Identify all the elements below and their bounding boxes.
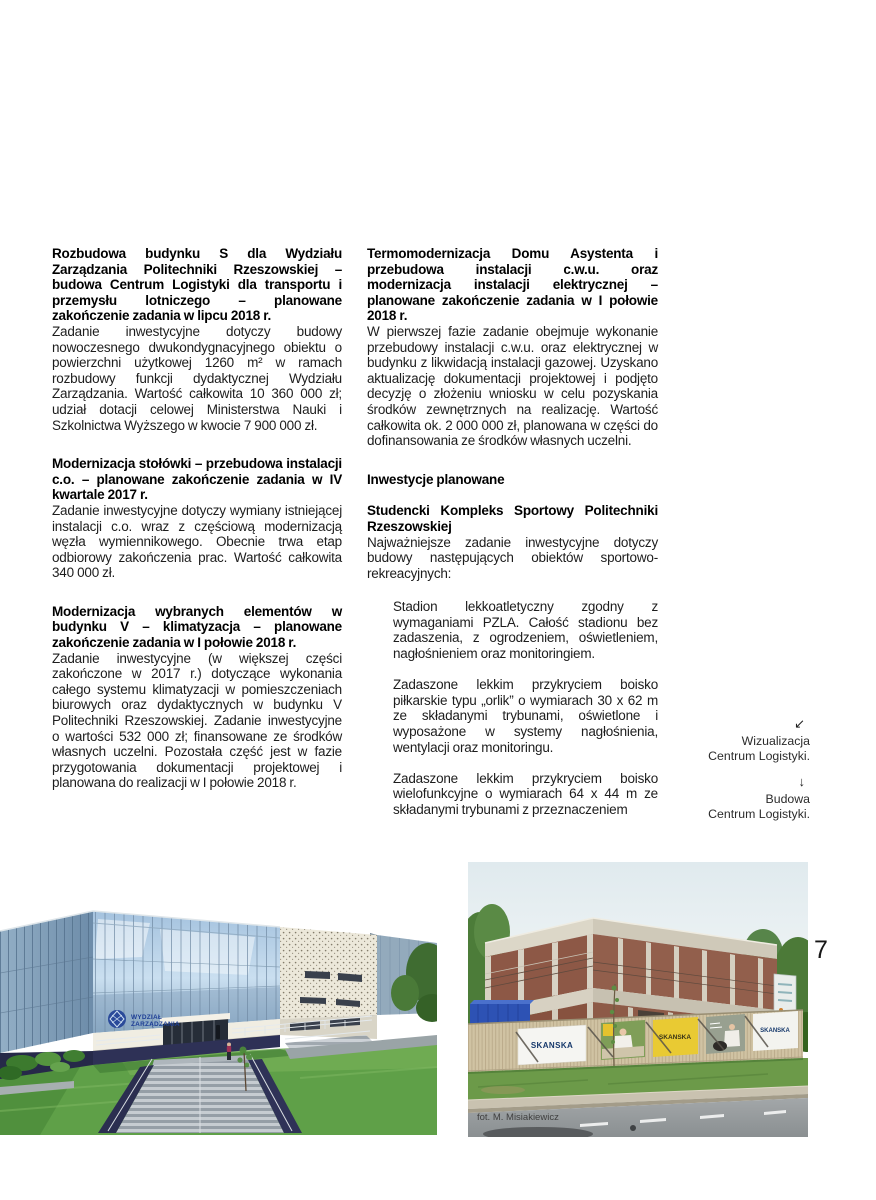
skanska-banner-label: SKANSKA (760, 1028, 790, 1034)
arrow-down-icon: ↓ (798, 774, 805, 789)
construction-photo (468, 862, 808, 1137)
building-sign (131, 1014, 180, 1028)
section-modernizacja-stolowki (52, 456, 342, 581)
planned-items (367, 599, 658, 817)
section-body: Zadanie inwestycyjne (w większej części zakończone w 2017 r.) dotyczące wykonania całego systemu klimatyzacji w pomieszczeniach biurowych oraz dydaktycznych w budynku V Politechniki Rzeszowskiej. Zadanie inwestycyjne o wartości 532 000 zł; finansowane ze środków własnych uczelni. Pozostała część jest w fazie przygotowania dokumentacji projektowej i planowana do realizacji w I połowie 2018 r. (52, 650, 342, 791)
caption-line: Wizualizacja (741, 734, 810, 748)
building-sign-line: WYDZIAŁ (131, 1014, 163, 1021)
section-body: Zadanie inwestycyjne dotyczy budowy nowoczesnego dwukondygnacyjnego obiektu o powierzchni użytkowej 1260 m² w ramach rozbudowy funkcji dydaktycznej Wydziału Zarządzania. Wartość całkowita 10 360 000 zł; udział dotacji celowej Ministerstwa Nauki i Szkolnictwa Wyższego w kwocie 7 900 000 zł. (52, 323, 342, 433)
caption-construction (650, 774, 810, 822)
arrow-down-left-icon: ↙ (794, 716, 805, 731)
skanska-banner-label: SKANSKA (530, 1041, 574, 1050)
caption-line: Centrum Logistyki. (708, 749, 810, 763)
planned-item: Zadaszone lekkim przykryciem boisko piłkarskie typu „orlik” o wymiarach 30 x 62 m ze składanymi trybunami, oświetlone i wyposażone w systemy nagłośnienia, wentylacji oraz monitoringu. (393, 677, 658, 755)
construction-figure (468, 862, 808, 1137)
section-heading: Termomodernizacja Domu Asystenta i przebudowa instalacji c.w.u. oraz modernizacja instalacji elektrycznej – planowane zakończenie zadania w I połowie 2018 r. (367, 246, 658, 324)
subheading-inwestycje-planowane: Inwestycje planowane (367, 471, 505, 487)
planned-item: Stadion lekkoatletyczny zgodny z wymaganiami PZLA. Całość stadionu bez zadaszenia, z ogrodzeniem, oświetleniem, nagłośnieniem oraz monitoringiem. (393, 599, 658, 662)
visualization-figure (0, 853, 437, 1135)
skanska-banner-label: SKANSKA (658, 1034, 692, 1041)
right-column (367, 246, 658, 833)
section-body: W pierwszej fazie zadanie obejmuje wykonanie przebudowy instalacji c.w.u. oraz elektrycznej w budynku z likwidacją instalacji gazowej. Uzyskano aktualizację dokumentacji projektowej i podjęto decyzję o złożeniu wniosku w celu pozyskania środków zewnętrznych na realizację. Wartość całkowita ok. 2 000 000 zł, planowana w części do dofinansowania ze środków własnych uczelni. (367, 323, 658, 449)
visualization-image (0, 853, 437, 1135)
photo-credit: fot. M. Misiakiewicz (477, 1112, 559, 1123)
section-heading: Modernizacja wybranych elementów w budynku V – klimatyzacja – planowane zakończenie zadania w I połowie 2018 r. (52, 603, 342, 651)
page-number: 7 (814, 936, 828, 964)
section-modernizacja-budynek-v (52, 604, 342, 791)
section-heading: Studencki Kompleks Sportowy Politechniki Rzeszowskiej (367, 503, 658, 534)
section-rozbudowa-s (52, 246, 342, 433)
building-sign-line: ZARZĄDZANIA (131, 1021, 180, 1028)
section-kompleks-sportowy (367, 503, 658, 817)
section-body: Zadanie inwestycyjne dotyczy wymiany istniejącej instalacji c.o. wraz z częściową modernizacją węzła wymiennikowego. Obecnie trwa etap odbiorowy zakończenia prac. Wartość całkowita 340 000 zł. (52, 502, 342, 581)
caption-line: Centrum Logistyki. (708, 807, 810, 821)
section-termomodernizacja (367, 246, 658, 449)
planned-item: Zadaszone lekkim przykryciem boisko wielofunkcyjne o wymiarach 64 x 44 m ze składanymi trybunami z przeznaczeniem (393, 770, 658, 817)
caption-line: Budowa (765, 792, 810, 806)
caption-visualization (650, 716, 810, 764)
university-emblem-icon (108, 1010, 126, 1028)
section-intro: Najważniejsze zadanie inwestycyjne dotyczy budowy następujących obiektów sportowo-rekreacyjnych: (367, 534, 658, 581)
person-figure (227, 1043, 231, 1061)
left-column (52, 246, 342, 814)
section-heading: Modernizacja stołówki – przebudowa instalacji c.o. – planowane zakończenie zadania w IV kwartale 2017 r. (52, 456, 342, 503)
section-heading: Rozbudowa budynku S dla Wydziału Zarządzania Politechniki Rzeszowskiej – budowa Centrum Logistyki dla transportu i przemysłu lotniczego – planowane zakończenie zadania w lipcu 2018 r. (52, 246, 342, 324)
